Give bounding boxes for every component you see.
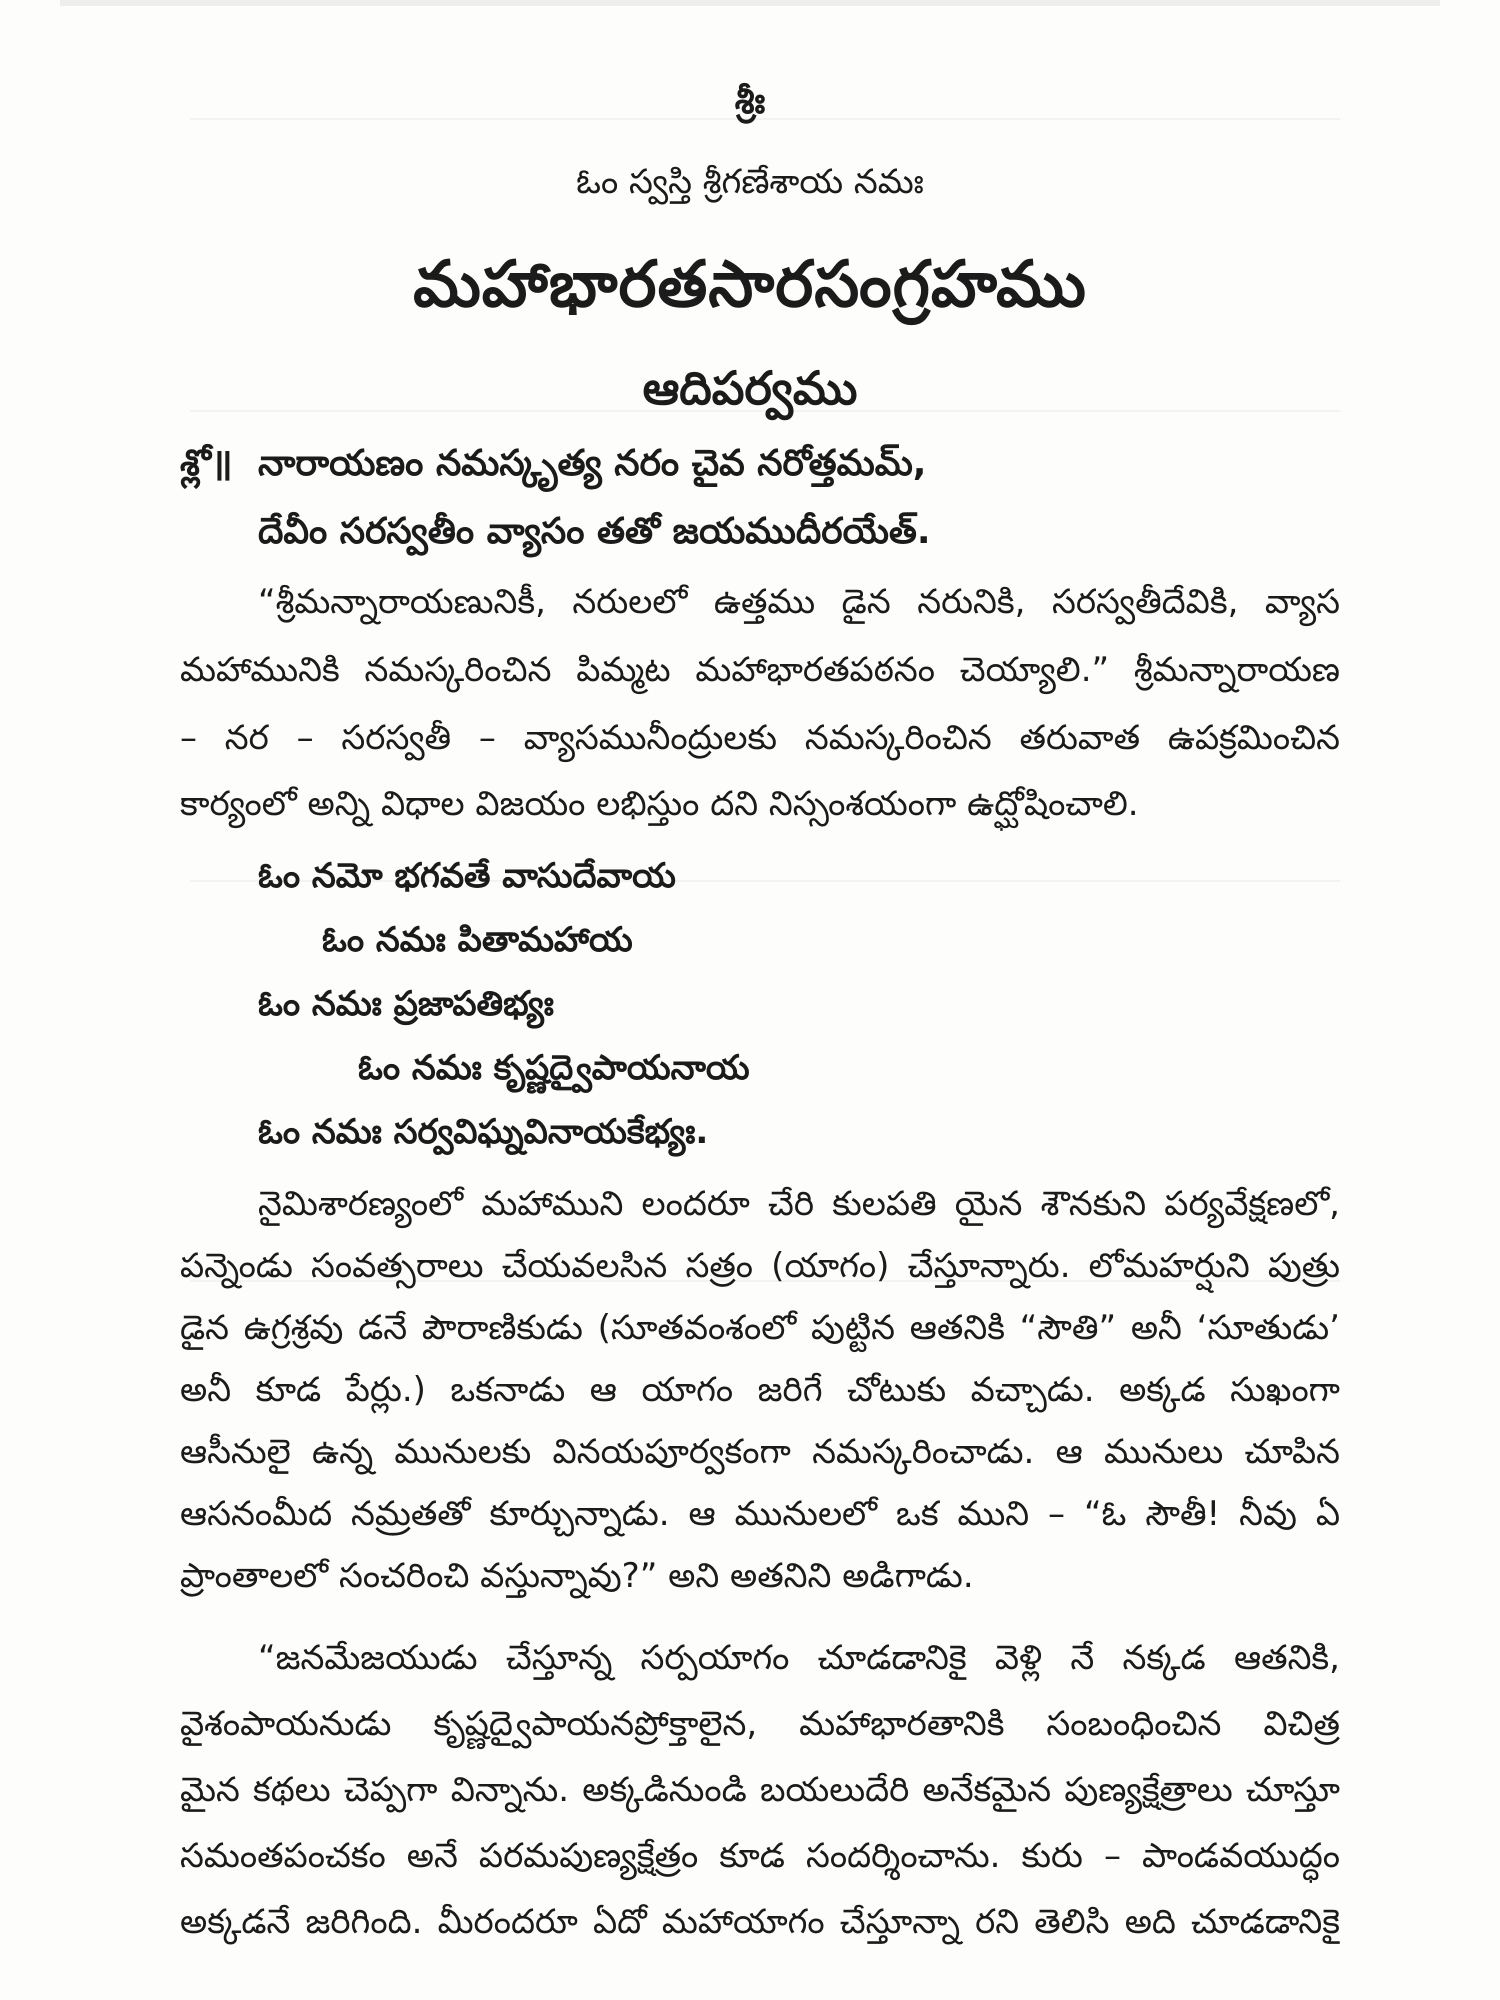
mantra-line: ఓం నమః సర్వవిఘ్నవినాయకేభ్యః. [258, 1112, 709, 1152]
para2-line: అనీ కూడ పేర్లు.) ఒకనాడు ఆ యాగం జరిగే చోటుకు వచ్చాడు. అక్కడ సుఖంగా [180, 1370, 1340, 1410]
mantra-line: ఓం నమః ప్రజాపతిభ్యః [258, 984, 554, 1024]
para1-line: – నర – సరస్వతీ – వ్యాసమునీంద్రులకు నమస్కరించిన తరువాత ఉపక్రమించిన [180, 718, 1340, 758]
para2-line: నైమిశారణ్యంలో మహాముని లందరూ చేరి కులపతి యైన శౌనకుని పర్యవేక్షణలో, [258, 1184, 1340, 1224]
para2-line: డైన ఉగ్రశ్రవు డనే పౌరాణికుడు (సూతవంశంలో పుట్టిన ఆతనికి “సౌతి” అనీ ‘సూతుడు’ [180, 1308, 1340, 1348]
sri-header: శ్రీః [734, 81, 766, 122]
para2-line: ఆసీనులై ఉన్న మునులకు వినయపూర్వకంగా నమస్కరించాడు. ఆ మునులు చూపిన [180, 1432, 1340, 1472]
page-top-edge [60, 0, 1440, 6]
para1-line: “శ్రీమన్నారాయణునికీ, నరులలో ఉత్తము డైన నరునికి, సరస్వతీదేవికి, వ్యాస [258, 582, 1340, 622]
sloka-marker: శ్లో॥ [180, 443, 233, 484]
mantra-line: ఓం నమః కృష్ణద్వైపాయనాయ [358, 1048, 750, 1088]
sloka-line-2: దేవీం సరస్వతీం వ్యాసం తతో జయముదీరయేత్. [258, 511, 931, 552]
para1-line: మహామునికి నమస్కరించిన పిమ్మట మహాభారతపఠనం చెయ్యాలి.” శ్రీమన్నారాయణ [180, 650, 1340, 690]
para1-line: కార్యంలో అన్ని విధాల విజయం లభిస్తుం దని నిస్సంశయంగా ఉద్ఘోషించాలి. [180, 784, 1139, 824]
parva-subtitle: ఆదిపర్వము [642, 361, 858, 415]
para2-line: ప్రాంతాలలో సంచరించి వస్తున్నావు?” అని అతనిని అడిగాడు. [180, 1556, 974, 1596]
page-title: మహాభారతసారసంగ్రహము [413, 248, 1087, 322]
para3-line: అక్కడనే జరిగింది. మీరందరూ ఏదో మహాయాగం చేస్తూన్నా రని తెలిసి అది చూడడానికై [180, 1902, 1340, 1942]
para3-line: వైశంపాయనుడు కృష్ణద్వైపాయనప్రోక్తాలైన, మహాభారతానికి సంబంధించిన విచిత్ర [180, 1704, 1340, 1744]
sloka-line-1: నారాయణం నమస్కృత్య నరం చైవ నరోత్తమమ్, [258, 443, 927, 484]
invocation: ఓం స్వస్తి శ్రీగణేశాయ నమః [576, 162, 924, 202]
para3-line: మైన కథలు చెప్పగా విన్నాను. అక్కడినుండి బయలుదేరి అనేకమైన పుణ్యక్షేత్రాలు చూస్తూ [180, 1770, 1340, 1810]
para3-line: సమంతపంచకం అనే పరమపుణ్యక్షేత్రం కూడ సందర్శించాను. కురు – పాండవయుద్ధం [180, 1836, 1340, 1876]
mantra-line: ఓం నమః పితామహాయ [322, 920, 633, 960]
para2-line: పన్నెండు సంవత్సరాలు చేయవలసిన సత్రం (యాగం) చేస్తూన్నారు. లోమహర్షుని పుత్రు [180, 1246, 1340, 1286]
mantra-line: ఓం నమో భగవతే వాసుదేవాయ [258, 856, 676, 896]
para2-line: ఆసనంమీద నమ్రతతో కూర్చున్నాడు. ఆ మునులలో ఒక ముని – “ఓ సౌతీ! నీవు ఏ [180, 1494, 1340, 1534]
para3-line: “జనమేజయుడు చేస్తూన్న సర్పయాగం చూడడానికై వెళ్లి నే నక్కడ ఆతనికి, [258, 1638, 1340, 1678]
